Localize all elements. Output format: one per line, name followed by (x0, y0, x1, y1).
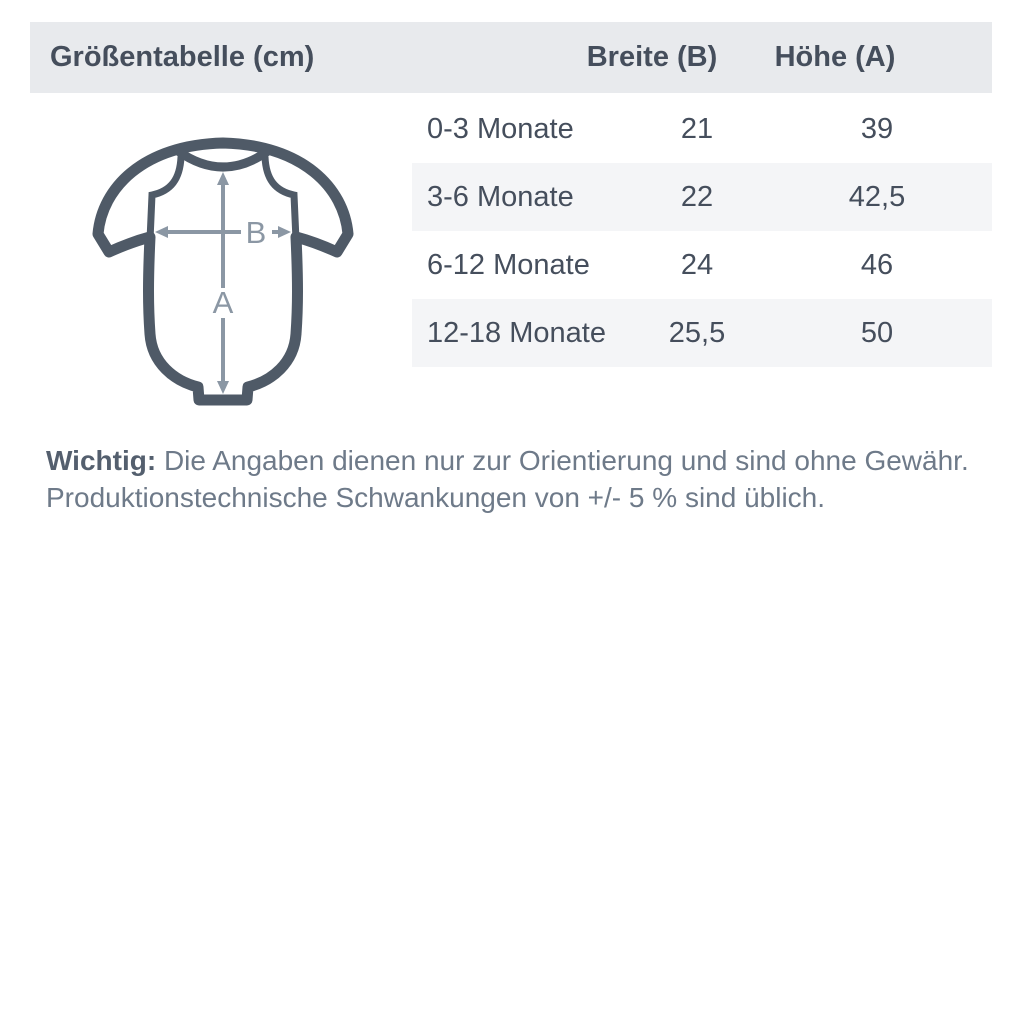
hoehe-value: 50 (860, 316, 894, 349)
page-title: Größentabelle (cm) (50, 41, 315, 73)
table-row (412, 299, 992, 367)
table-row (412, 95, 992, 163)
note-prefix: Wichtig: (46, 445, 157, 476)
size-label: 6-12 Monate (427, 248, 590, 281)
breite-value: 24 (680, 248, 714, 281)
label-b: B (245, 215, 267, 250)
breite-value: 22 (680, 180, 714, 213)
note-line-2 (46, 479, 976, 516)
hoehe-value: 39 (860, 112, 894, 145)
neck-opening (178, 151, 268, 167)
size-label: 3-6 Monate (427, 180, 574, 213)
height-arrow-a (217, 172, 229, 394)
table-row (412, 231, 992, 299)
baby-bodysuit-diagram-icon (86, 130, 360, 414)
table-row (412, 163, 992, 231)
label-a: A (212, 285, 234, 320)
table-header (30, 22, 992, 93)
column-header-breite: Breite (B) (586, 41, 718, 73)
hoehe-value: 42,5 (848, 180, 906, 213)
column-header-hoehe: Höhe (A) (774, 41, 896, 73)
size-label: 12-18 Monate (427, 316, 606, 349)
breite-value: 21 (680, 112, 714, 145)
note-line-1 (46, 442, 976, 479)
breite-value: 25,5 (668, 316, 726, 349)
size-table-rows (412, 95, 992, 367)
size-label: 0-3 Monate (427, 112, 574, 145)
note-text-1: Die Angaben dienen nur zur Orientierung und sind ohne Gewähr. (163, 445, 969, 476)
disclaimer-note (46, 442, 976, 516)
note-text-2: Produktionstechnische Schwankungen von +/- 5 % sind üblich. (46, 482, 826, 513)
hoehe-value: 46 (860, 248, 894, 281)
